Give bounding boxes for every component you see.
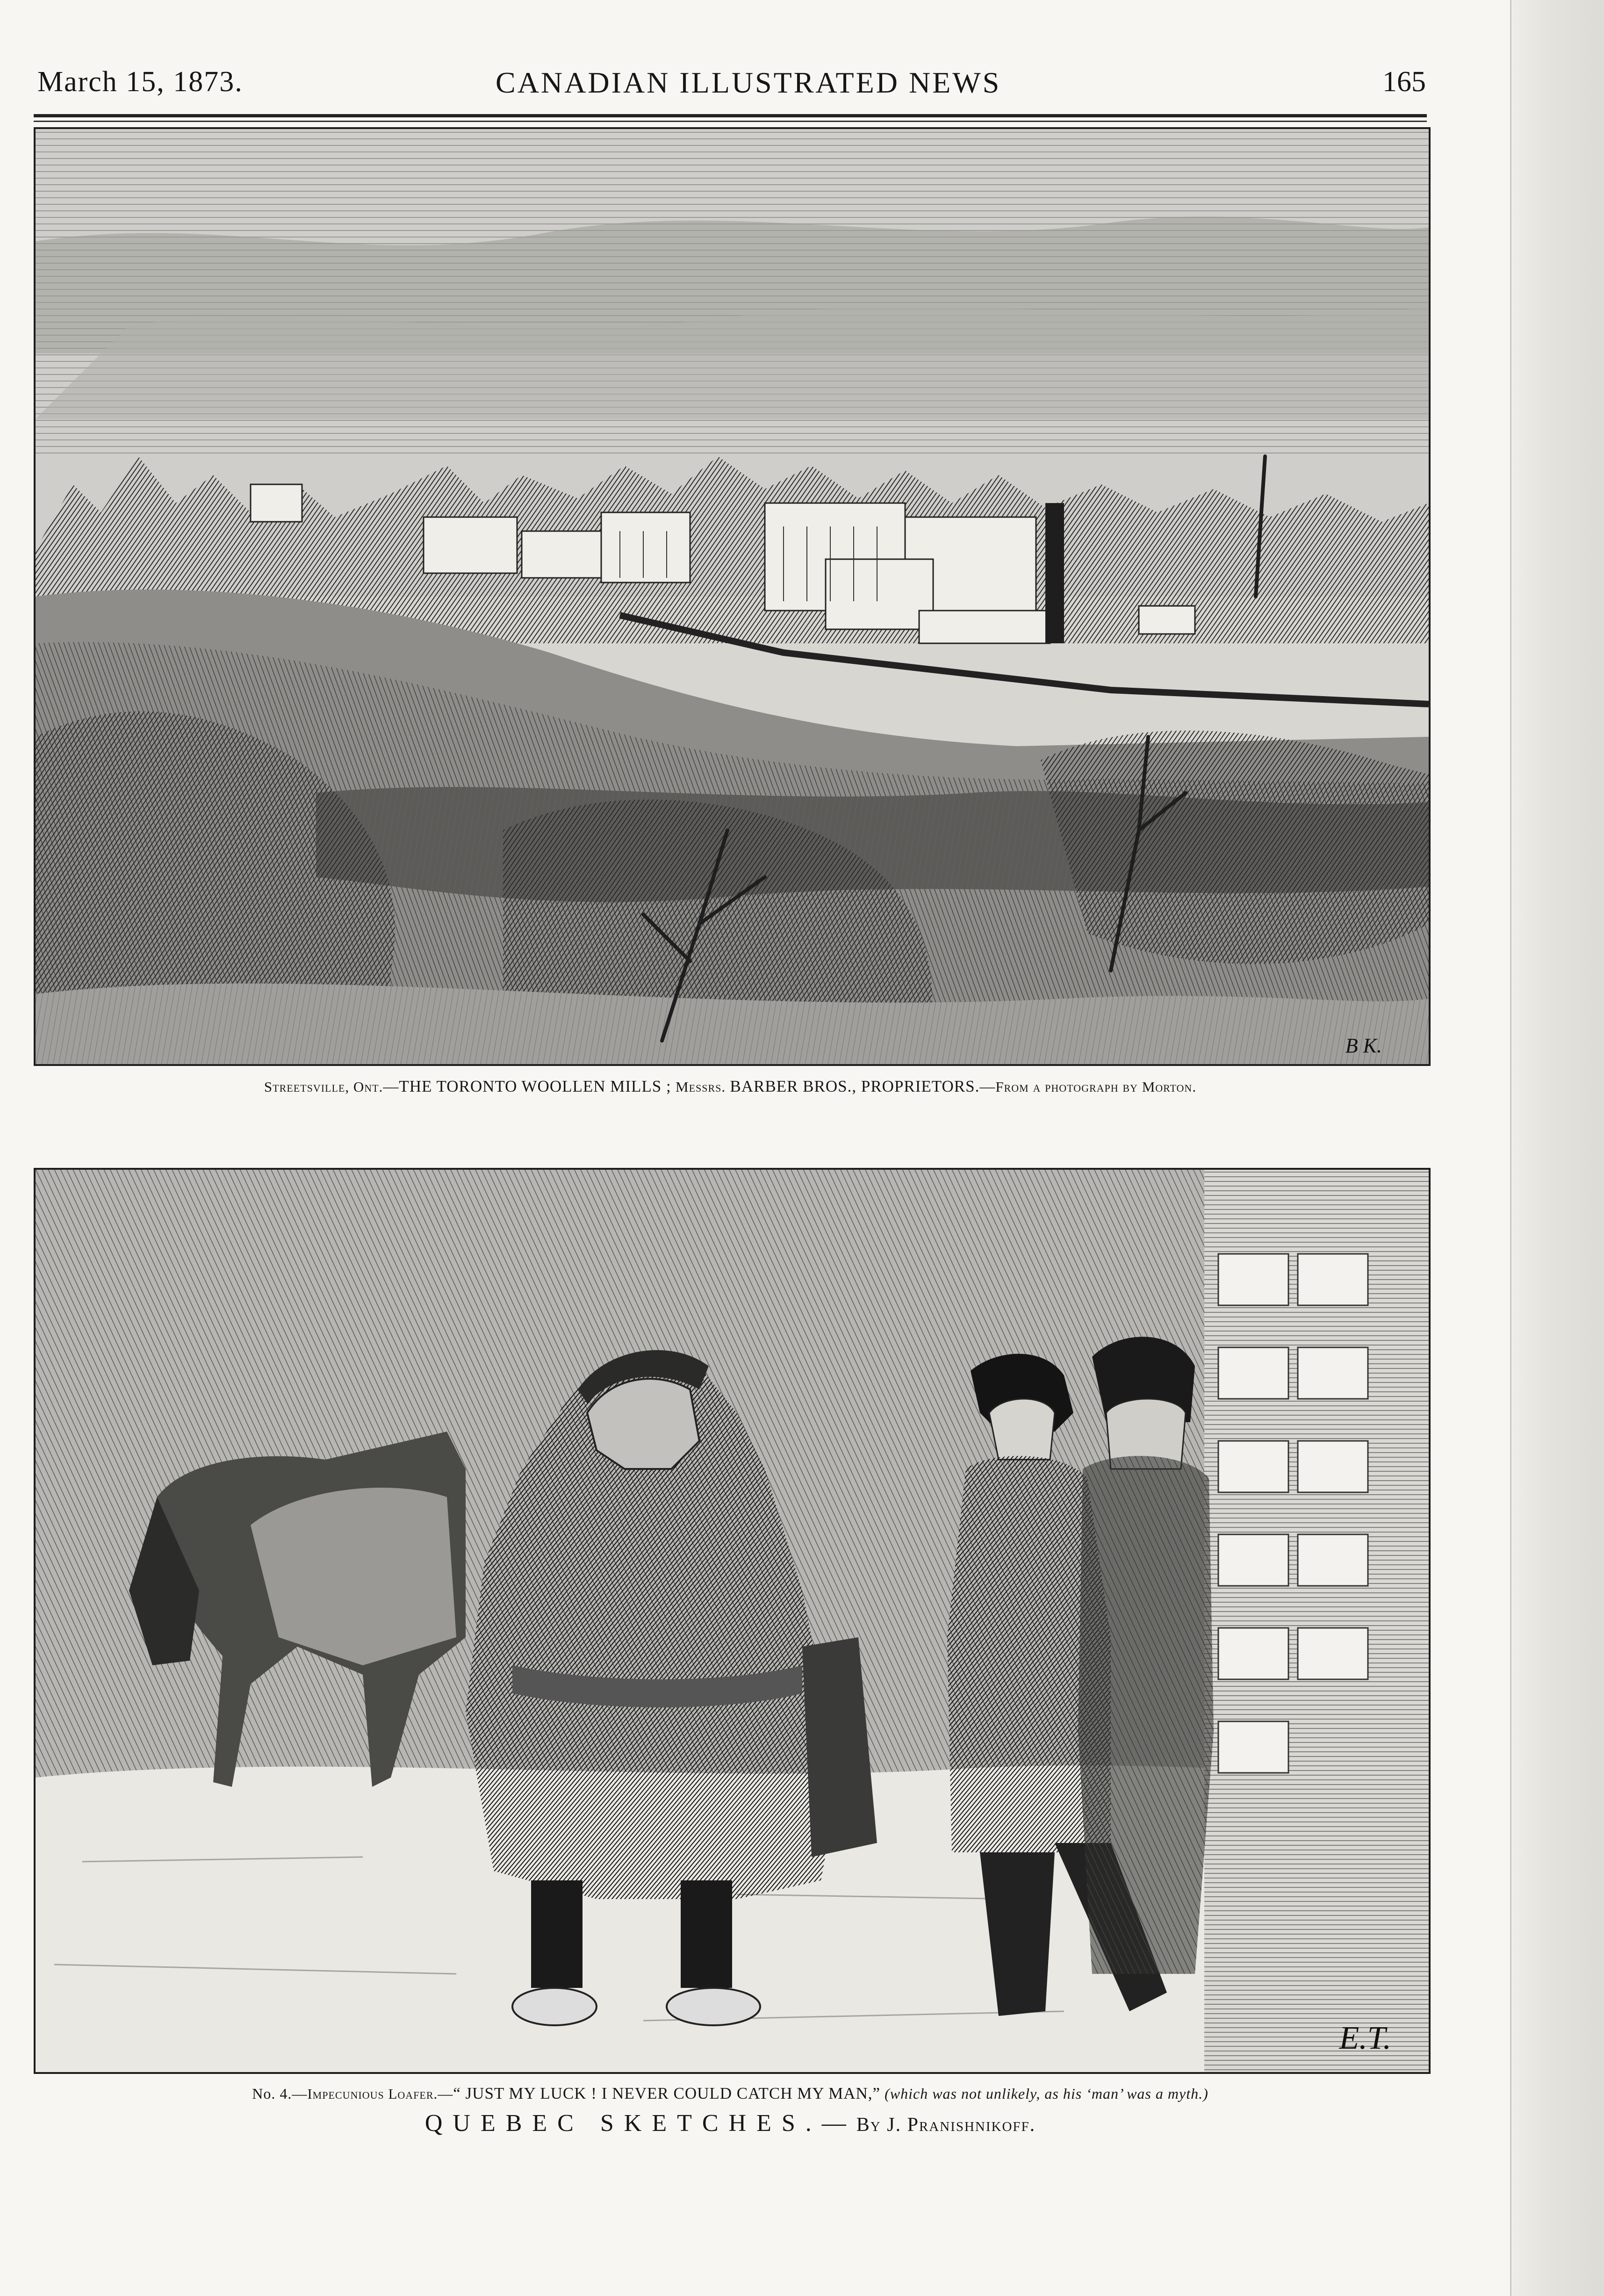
- caption-aside: (which was not unlikely, as his ‘man’ was a myth.): [885, 2085, 1208, 2102]
- page-number: 165: [1382, 66, 1426, 98]
- signature-mark: [36, 1170, 1429, 2072]
- page-edge-shadow: [1510, 0, 1604, 2296]
- caption-credit: From a photograph by Morton.: [995, 1079, 1197, 1095]
- caption-subject: Impecunious Loafer.: [307, 2086, 438, 2102]
- loafer-caption: No. 4.—Impecunious Loafer.—“ JUST MY LUCK ! I NEVER COULD CATCH MY MAN,” (which was not unlikely, as his ‘man’ was a myth.): [252, 2084, 1208, 2102]
- svg-text:B K.: B K.: [1345, 1034, 1382, 1057]
- page-edge-line: [1510, 0, 1511, 2296]
- caption-quote: “ JUST MY LUCK ! I NEVER COULD CATCH MY MAN,”: [453, 2084, 881, 2102]
- caption-number: No. 4.: [252, 2085, 292, 2102]
- masthead-rule-thin: [34, 121, 1427, 122]
- caption-title: THE TORONTO WOOLLEN MILLS ;: [399, 1077, 671, 1095]
- caption-owners: BARBER BROS., PROPRIETORS.: [730, 1077, 980, 1095]
- svg-text:E.T.: E.T.: [1339, 2020, 1391, 2056]
- masthead-rule: [34, 114, 1427, 117]
- mills-caption: Streetsville, Ont.—THE TORONTO WOOLLEN MILLS ; Messrs. BARBER BROS., PROPRIETORS.—From a photograph by Morton.: [264, 1077, 1197, 1095]
- series-byline: By J. Pranishnikoff.: [856, 2114, 1036, 2136]
- newspaper-title: CANADIAN ILLUSTRATED NEWS: [496, 66, 1001, 99]
- series-heading: QUEBEC SKETCHES.—By J. Pranishnikoff.: [424, 2110, 1036, 2137]
- caption-owners-prefix: Messrs.: [676, 1079, 726, 1095]
- signature-mark: [36, 129, 1429, 1064]
- issue-date: March 15, 1873.: [37, 66, 243, 98]
- masthead: [37, 65, 1426, 112]
- engraving-quebec-sketch: [34, 1168, 1431, 2074]
- engraving-woollen-mills: [34, 127, 1431, 1066]
- caption-place: Streetsville, Ont.: [264, 1079, 383, 1095]
- series-title: QUEBEC SKETCHES.: [424, 2110, 822, 2137]
